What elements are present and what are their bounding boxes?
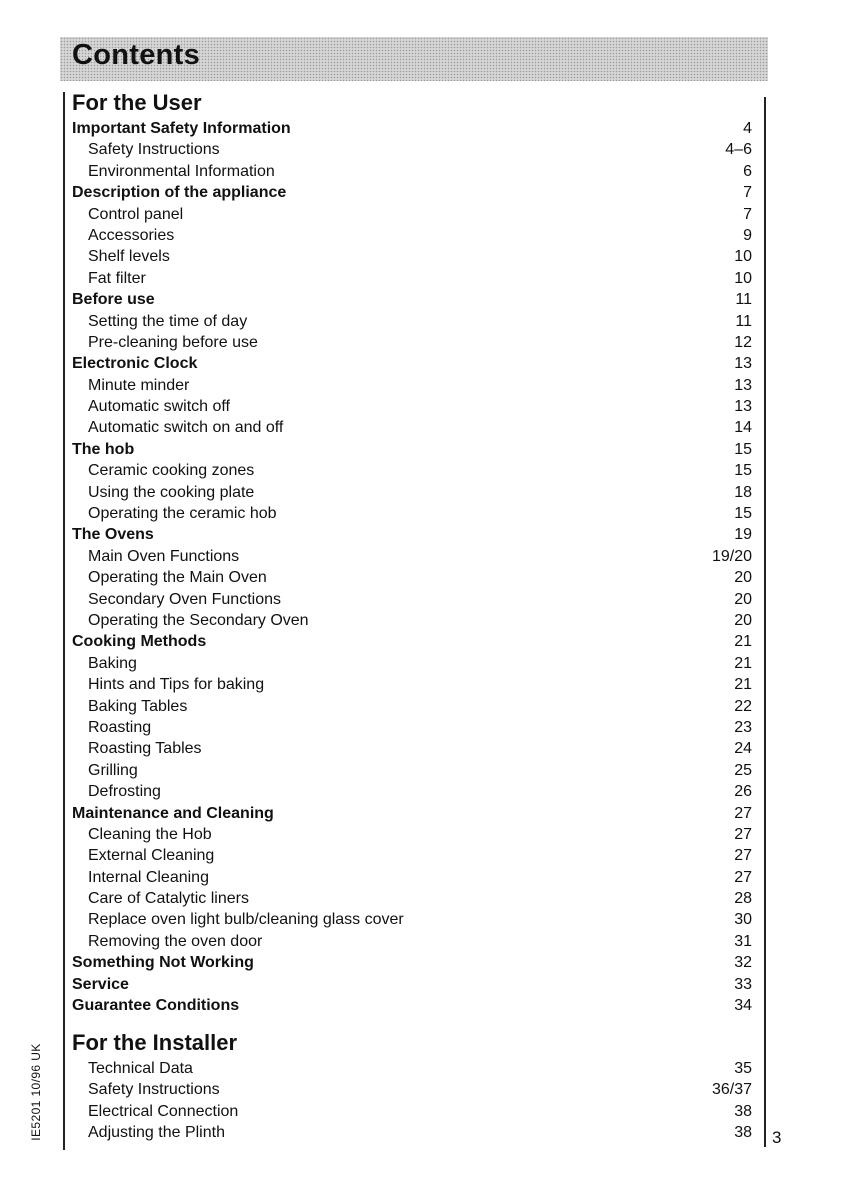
toc-entry-label: Care of Catalytic liners (88, 890, 249, 908)
toc-entry-page: 10 (734, 248, 752, 266)
toc-subentry (72, 332, 752, 353)
toc-entry-label: Environmental Information (88, 162, 275, 180)
toc-section-entry (72, 439, 752, 460)
toc-entry-label: Replace oven light bulb/cleaning glass cover (88, 911, 404, 929)
toc-entry-label: Removing the oven door (88, 932, 263, 950)
toc-entry-label: The Ovens (72, 526, 154, 544)
toc-section-entry (72, 118, 752, 139)
toc-entry-label: Fat filter (88, 269, 146, 287)
toc-entry-label: Guarantee Conditions (72, 997, 240, 1015)
toc-entry-label: Ceramic cooking zones (88, 462, 255, 480)
toc-subentry (72, 396, 752, 417)
toc-entry-label: Cooking Methods (72, 633, 207, 651)
toc-entry-page: 28 (734, 890, 752, 908)
toc-entry-page: 35 (734, 1060, 752, 1077)
toc-entry-page: 27 (734, 847, 752, 865)
toc-entry-label: Using the cooking plate (88, 483, 255, 501)
toc-entry-page: 15 (734, 440, 752, 458)
toc-entry-label: Automatic switch on and off (88, 419, 284, 437)
toc-entry-label: Control panel (88, 205, 184, 223)
toc-subentry (72, 268, 752, 289)
toc-entry-label: Pre-cleaning before use (88, 333, 258, 351)
toc-subentry (72, 696, 752, 717)
toc-entry-page: 27 (734, 825, 752, 843)
toc-entry-label: Minute minder (88, 376, 190, 394)
toc-subentry (72, 717, 752, 738)
toc-entry-label: Baking (88, 654, 137, 672)
toc-subentry (72, 845, 752, 866)
toc-entry-label: Grilling (88, 761, 138, 779)
toc-subentry (72, 589, 752, 610)
toc-entry-label: Accessories (88, 226, 175, 244)
toc-entry-page: 7 (743, 205, 752, 223)
toc-section-entry (72, 289, 752, 310)
toc-entry-page: 15 (734, 462, 752, 480)
toc-entry-page: 15 (734, 505, 752, 523)
toc-subentry (72, 824, 752, 845)
left-rule-user (63, 92, 65, 1058)
toc-entry-label: Technical Data (88, 1060, 193, 1077)
user-part-title: For the User (72, 90, 202, 115)
toc-entry-label: Hints and Tips for baking (88, 676, 265, 694)
page-title: Contents (72, 39, 201, 71)
toc-entry-page: 13 (734, 398, 752, 416)
toc-entry-page: 7 (743, 184, 752, 202)
toc-entry-label: The hob (72, 440, 135, 458)
toc-subentry (72, 567, 752, 588)
toc-entry-label: Service (72, 975, 129, 993)
toc-entry-page: 30 (734, 911, 752, 929)
user-contents-list (72, 118, 752, 1016)
toc-subentry (72, 931, 752, 952)
toc-subentry (72, 417, 752, 438)
toc-entry-label: Electrical Connection (88, 1102, 239, 1120)
toc-entry-page: 13 (734, 376, 752, 394)
toc-subentry (72, 161, 752, 182)
toc-entry-page: 21 (734, 676, 752, 694)
toc-entry-page: 10 (734, 269, 752, 287)
toc-subentry (72, 888, 752, 909)
toc-section-entry (72, 995, 752, 1016)
installer-contents-list (72, 1058, 752, 1144)
toc-entry-label: Operating the Main Oven (88, 569, 267, 587)
toc-subentry (72, 1058, 752, 1079)
toc-section-entry (72, 952, 752, 973)
toc-entry-label: External Cleaning (88, 847, 215, 865)
toc-entry-label: Safety Instructions (88, 1081, 220, 1099)
toc-entry-page: 32 (734, 954, 752, 972)
toc-entry-label: Adjusting the Plinth (88, 1124, 225, 1142)
toc-entry-page: 6 (743, 162, 752, 180)
toc-subentry (72, 760, 752, 781)
toc-entry-page: 23 (734, 718, 752, 736)
toc-subentry (72, 225, 752, 246)
toc-entry-label: Important Safety Information (72, 120, 291, 137)
toc-subentry (72, 674, 752, 695)
toc-entry-page: 27 (734, 804, 752, 822)
toc-entry-page: 25 (734, 761, 752, 779)
toc-section-entry (72, 803, 752, 824)
toc-subentry (72, 204, 752, 225)
toc-entry-label: Secondary Oven Functions (88, 590, 281, 608)
toc-subentry (72, 246, 752, 267)
toc-entry-label: Operating the Secondary Oven (88, 611, 309, 629)
toc-entry-page: 9 (743, 226, 752, 244)
toc-subentry (72, 311, 752, 332)
toc-entry-page: 4–6 (725, 141, 752, 159)
toc-subentry (72, 738, 752, 759)
toc-entry-page: 36/37 (711, 1081, 752, 1099)
toc-entry-page: 20 (734, 569, 752, 587)
toc-entry-page: 20 (734, 611, 752, 629)
toc-section-entry (72, 974, 752, 995)
toc-subentry (72, 867, 752, 888)
toc-entry-page: 14 (734, 419, 752, 437)
toc-subentry (72, 653, 752, 674)
toc-entry-page: 4 (743, 120, 752, 137)
toc-entry-page: 27 (734, 868, 752, 886)
toc-subentry (72, 482, 752, 503)
toc-entry-page: 21 (734, 633, 752, 651)
toc-entry-page: 20 (734, 590, 752, 608)
toc-entry-label: Operating the ceramic hob (88, 505, 277, 523)
toc-entry-page: 13 (734, 355, 752, 373)
toc-subentry (72, 1079, 752, 1100)
toc-entry-label: Roasting (88, 718, 152, 736)
toc-entry-page: 26 (734, 783, 752, 801)
toc-subentry (72, 546, 752, 567)
toc-section-entry (72, 182, 752, 203)
toc-entry-label: Setting the time of day (88, 312, 248, 330)
document-code: IE5201 10/96 UK (29, 1043, 43, 1141)
toc-entry-page: 31 (734, 932, 752, 950)
installer-part-title: For the Installer (72, 1030, 238, 1055)
toc-subentry (72, 909, 752, 930)
left-rule-installer (63, 1034, 65, 1150)
toc-entry-page: 24 (734, 740, 752, 758)
toc-subentry (72, 781, 752, 802)
toc-section-entry (72, 631, 752, 652)
toc-entry-page: 19 (734, 526, 752, 544)
toc-entry-page: 11 (735, 291, 752, 309)
toc-entry-label: Automatic switch off (88, 398, 230, 416)
toc-entry-label: Before use (72, 291, 155, 309)
toc-subentry (72, 139, 752, 160)
toc-entry-page: 11 (735, 312, 752, 330)
toc-entry-label: Safety Instructions (88, 141, 220, 159)
toc-entry-page: 22 (734, 697, 752, 715)
toc-entry-page: 21 (734, 654, 752, 672)
page-number: 3 (772, 1128, 782, 1147)
toc-entry-label: Maintenance and Cleaning (72, 804, 274, 822)
toc-entry-page: 33 (734, 975, 752, 993)
toc-subentry (72, 503, 752, 524)
toc-entry-page: 19/20 (711, 547, 752, 565)
toc-entry-page: 34 (734, 997, 752, 1015)
toc-entry-page: 38 (734, 1102, 752, 1120)
toc-subentry (72, 1101, 752, 1122)
toc-section-entry (72, 524, 752, 545)
toc-entry-label: Baking Tables (88, 697, 188, 715)
toc-entry-label: Defrosting (88, 783, 161, 801)
toc-entry-label: Main Oven Functions (88, 547, 240, 565)
toc-subentry (72, 1122, 752, 1143)
toc-entry-page: 12 (734, 333, 752, 351)
toc-entry-page: 38 (734, 1124, 752, 1142)
right-rule (764, 97, 766, 1147)
toc-entry-label: Internal Cleaning (88, 868, 209, 886)
toc-entry-label: Electronic Clock (72, 355, 198, 373)
toc-entry-label: Cleaning the Hob (88, 825, 212, 843)
toc-section-entry (72, 353, 752, 374)
toc-subentry (72, 610, 752, 631)
toc-entry-page: 18 (734, 483, 752, 501)
toc-entry-label: Something Not Working (72, 954, 254, 972)
toc-entry-label: Description of the appliance (72, 184, 287, 202)
toc-subentry (72, 375, 752, 396)
toc-entry-label: Shelf levels (88, 248, 170, 266)
toc-subentry (72, 460, 752, 481)
toc-entry-label: Roasting Tables (88, 740, 202, 758)
